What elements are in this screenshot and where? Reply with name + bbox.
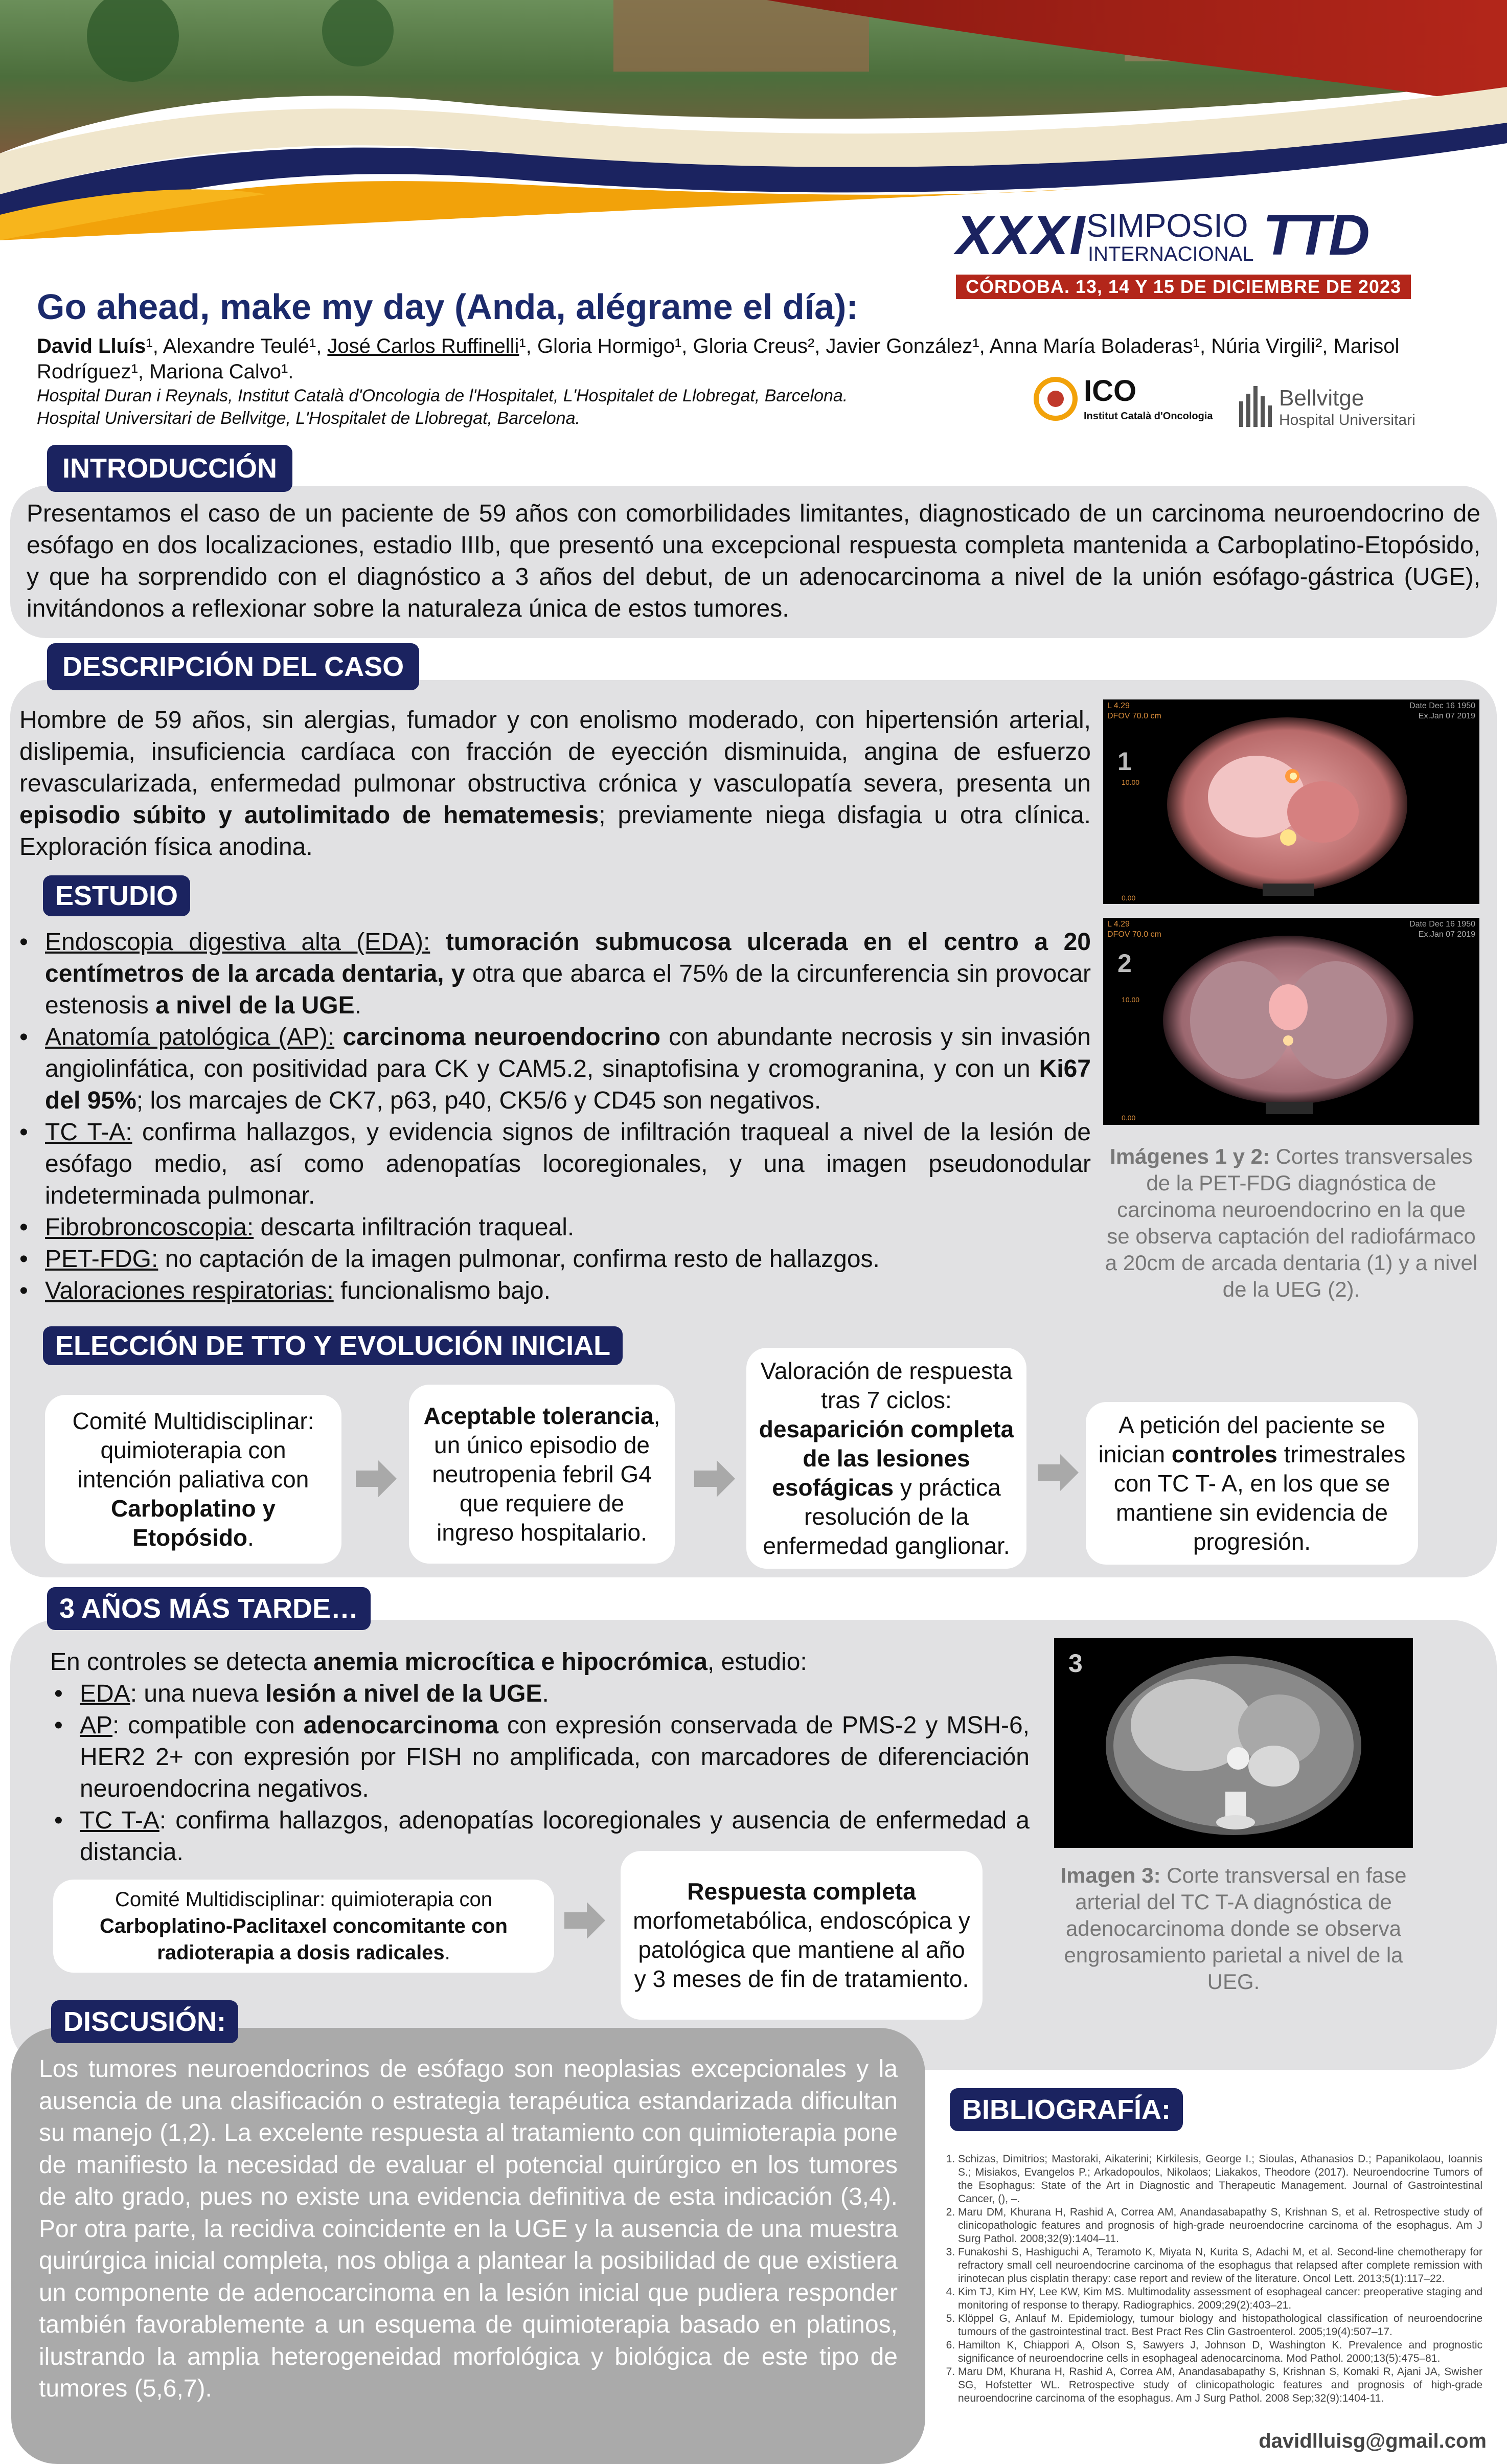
pet-image-2 bbox=[1103, 918, 1479, 1125]
study-item-fb bbox=[15, 1212, 1091, 1244]
study-item-resp bbox=[15, 1275, 1091, 1307]
bellvitge-symbol-icon bbox=[1237, 386, 1273, 427]
bibliography-item: 6. Hamilton K, Chiappori A, Olson S, Sawyers J, Johnson D, Washington K. Prevalence and prognostic significance of neuroendocrine cells in esophageal adenocarcinoma. Mod Pathol. 2000;13(5):475–81. bbox=[958, 2339, 1482, 2365]
tto-card1-bold: Carboplatino y Etopósido bbox=[110, 1495, 276, 1551]
later-ap-text1: : compatible con bbox=[112, 1712, 304, 1739]
tto-card-2 bbox=[409, 1385, 675, 1564]
authors-rest: ¹, Gloria Hormigo¹, Gloria Creus², Javier González¹, Anna María Boladeras¹, Núria Virgili², Marisol Rodríguez¹, Mariona Calvo¹. bbox=[37, 335, 1400, 383]
study-pet-label: PET-FDG: bbox=[45, 1246, 158, 1273]
bibliography-item: 5. Klöppel G, Anlauf M. Epidemiology, tumour biology and histopathological classification of neuroendocrine tumours of the gastrointestinal tract. Best Pract Res Clin Gastroenterol. 2005;19(4):507–17. bbox=[958, 2312, 1482, 2339]
later-ap-bold: adenocarcinoma bbox=[303, 1712, 499, 1739]
pet2-number: 2 bbox=[1117, 949, 1132, 978]
bibliography-ol bbox=[935, 2153, 1482, 2405]
pet1-header-left2: DFOV 70.0 cm bbox=[1107, 712, 1161, 720]
tto-card3-text2: y práctica resolución de la enfermedad ganglionar. bbox=[763, 1474, 1010, 1559]
ct-image-3 bbox=[1054, 1638, 1413, 1848]
later-card-1 bbox=[53, 1880, 554, 1973]
bibliography-item: 1. Schizas, Dimitrios; Mastoraki, Aikaterini; Kirkilesis, George I.; Sioulas, Athanasios D.; Papanikolaou, Ioannis S.; Misiakos, Evangelos P.; Arkadopoulos, Nikolaos; Liakakos, Theodore (2017). Neuroendocrine Tumors of the Esophagus: State of the Art in Diagnostic and Therapeutic Management. Journal of Gastrointestinal Cancer, (), –. bbox=[958, 2153, 1482, 2206]
pet2-scale-top: 10.00 bbox=[1122, 996, 1140, 1004]
case-heading: DESCRIPCIÓN DEL CASO bbox=[47, 643, 419, 690]
study-ap-bold1: carcinoma neuroendocrino bbox=[334, 1024, 661, 1051]
study-heading: ESTUDIO bbox=[43, 875, 190, 916]
bellvitge-subtitle: Hospital Universitari bbox=[1279, 412, 1415, 428]
contact-email[interactable]: davidlluisg@gmail.com bbox=[1259, 2430, 1487, 2452]
ct3-number: 3 bbox=[1068, 1649, 1083, 1678]
study-eda-bold2: a nivel de la UGE bbox=[155, 992, 355, 1019]
later-ap-text2: con expresión conservada de PMS-2 y MSH-6, HER2 2+ con expresión por FISH no amplificada, con marcadores de diferenciación neuroendocrina negativos. bbox=[80, 1712, 1030, 1802]
study-pet-text: no captación de la imagen pulmonar, confirma resto de hallazgos. bbox=[158, 1246, 880, 1273]
event-logo bbox=[956, 203, 1411, 299]
later-text bbox=[50, 1646, 1030, 1868]
image-3-caption bbox=[1054, 1862, 1413, 1995]
pet1-number: 1 bbox=[1117, 747, 1132, 776]
tto-card-3 bbox=[746, 1348, 1026, 1569]
tto-card3-text1: Valoración de respuesta tras 7 ciclos: bbox=[760, 1357, 1013, 1413]
later-list bbox=[50, 1678, 1030, 1868]
pet-scan-1-graphic bbox=[1103, 699, 1479, 904]
study-tc-label: TC T-A: bbox=[45, 1119, 132, 1146]
study-tc-text: confirma hallazgos, y evidencia signos de infiltración traqueal a nivel de la lesión de esófago medio, así como adenopatías locoregionales, y una imagen pseudonodular indeterminada pulmonar. bbox=[45, 1119, 1091, 1209]
later-heading: 3 AÑOS MÁS TARDE… bbox=[47, 1587, 371, 1630]
bibliography-item: 7. Maru DM, Khurana H, Rashid A, Correa AM, Anandasabapathy S, Krishnan S, Komaki R, Ajani JA, Swisher SG, Hofstetter WL. Retrospective study of clinicopathologic features and prognosis of high-grade neuroendocrine carcinoma of the esophagus. Am J Surg Pathol. 2008 Sep;32(9):1404-11. bbox=[958, 2365, 1482, 2405]
caption-3-text: Corte transversal en fase arterial del TC T-A diagnóstica de adenocarcinoma donde se observa engrosamiento parietal a nivel de la UEG. bbox=[1064, 1863, 1407, 1994]
intro-text: Presentamos el caso de un paciente de 59 años con comorbilidades limitantes, diagnosticado de un carcinoma neuroendocrino de esófago en dos localizaciones, estadio IIIb, que presentó una excepcional respuesta completa mantenida a Carboplatino-Etopósido, y que ha sorprendido con el diagnóstico a 3 años del debut, de un adenocarcinoma a nivel de la unión esófago-gástrica (UGE), invitándonos a reflexionar sobre la naturaleza única de estos tumores. bbox=[27, 500, 1480, 622]
bibliography-item: 4. Kim TJ, Kim HY, Lee KW, Kim MS. Multimodality assessment of esophageal cancer: preoperative staging and monitoring of response to therapy. Radiographics. 2009;29(2):403–21. bbox=[958, 2286, 1482, 2312]
later-eda-end: . bbox=[542, 1680, 549, 1707]
study-eda-bold1: tumoración submucosa ulcerada en el centro a 20 centímetros de la arcada dentaria, y bbox=[45, 929, 1091, 987]
bibliography-list bbox=[935, 2153, 1482, 2405]
study-item-eda bbox=[15, 926, 1091, 1022]
later-item-eda bbox=[50, 1678, 1030, 1710]
case-text-part2: ; previamente niega disfagia u otra clínica. Exploración física anodina. bbox=[19, 802, 1091, 861]
later-eda-text: : una nueva bbox=[130, 1680, 265, 1707]
event-internacional: INTERNACIONAL bbox=[1088, 243, 1254, 265]
bellvitge-logo bbox=[1237, 386, 1421, 437]
ico-symbol-icon bbox=[1033, 376, 1079, 422]
study-fb-label: Fibrobroncoscopia: bbox=[45, 1214, 254, 1241]
case-text bbox=[19, 705, 1091, 863]
study-ap-label: Anatomía patológica (AP): bbox=[45, 1024, 335, 1051]
tto-card1-text: Comité Multidisciplinar: quimioterapia con intención paliativa con bbox=[72, 1407, 314, 1493]
images-1-2-caption bbox=[1103, 1143, 1479, 1303]
study-ap-text1: con abundante necrosis y sin invasión angiolinfática, con positividad para CK y CAM5.2, sinaptofisina y cromogranina, y con un bbox=[45, 1024, 1091, 1082]
study-fb-text: descarta infiltración traqueal. bbox=[254, 1214, 575, 1241]
later-tc-label: TC T-A bbox=[80, 1807, 159, 1834]
bibliography-item: 2. Maru DM, Khurana H, Rashid A, Correa AM, Anandasabapathy S, Krishnan S, et al. Retrospective study of clinicopathologic features and prognosis of high-grade neuroendocrine carcinoma of the esophagus. Am J Surg Pathol. 2008;32(9):1404–11. bbox=[958, 2206, 1482, 2246]
later-card1-text: Comité Multidisciplinar: quimioterapia con bbox=[115, 1888, 493, 1911]
study-eda-label: Endoscopia digestiva alta (EDA): bbox=[45, 929, 430, 956]
ico-subtitle: Institut Català d'Oncologia bbox=[1084, 411, 1213, 422]
tto-card2-bold: Aceptable tolerancia bbox=[423, 1402, 654, 1429]
author-presenting: José Carlos Ruffinelli bbox=[327, 335, 519, 357]
pet2-header-left: L 4.29 bbox=[1107, 920, 1130, 929]
pet1-scale-top: 10.00 bbox=[1122, 778, 1140, 786]
study-eda-end: . bbox=[354, 992, 361, 1019]
bellvitge-name: Bellvitge bbox=[1279, 386, 1364, 411]
bibliography-heading: BIBLIOGRAFÍA: bbox=[950, 2088, 1183, 2131]
later-intro bbox=[50, 1646, 1030, 1678]
tto-card2-text: , un único episodio de neutropenia febril G4 que requiere de ingreso hospitalario. bbox=[432, 1402, 660, 1546]
event-brand: TTD bbox=[1263, 203, 1368, 267]
study-list bbox=[15, 926, 1091, 1307]
author-sup: ¹ bbox=[146, 335, 153, 357]
discussion-heading: DISCUSIÓN: bbox=[51, 2000, 238, 2043]
caption-3-label: Imagen 3: bbox=[1060, 1863, 1161, 1887]
later-card2-bold: Respuesta completa bbox=[687, 1878, 916, 1905]
authors-part: , Alexandre Teulé¹, bbox=[152, 335, 328, 357]
pet1-header-right2: Ex.Jan 07 2019 bbox=[1418, 712, 1475, 720]
later-card2-text: morfometabólica, endoscópica y patológica que mantiene al año y 3 meses de fin de tratamiento. bbox=[633, 1907, 970, 1992]
caption-12-text: Cortes transversales de la PET-FDG diagnóstica de carcinoma neuroendocrino en la que se observa captación del radiofármaco a 20cm de arcada dentaria (1) y a nivel de la UEG (2). bbox=[1105, 1144, 1478, 1301]
ct-scan-3-graphic bbox=[1054, 1638, 1413, 1848]
pet2-scale-bottom: 0.00 bbox=[1122, 1114, 1136, 1122]
flow-arrow-icon bbox=[1038, 1452, 1079, 1493]
later-intro-text: En controles se detecta bbox=[50, 1648, 313, 1676]
pet-image-1 bbox=[1103, 699, 1479, 904]
tto-heading: ELECCIÓN DE TTO Y EVOLUCIÓN INICIAL bbox=[43, 1326, 623, 1365]
pet1-scale-bottom: 0.00 bbox=[1122, 894, 1136, 902]
ico-logo bbox=[1033, 371, 1227, 432]
later-card1-bold: Carboplatino-Paclitaxel concomitante con radioterapia a dosis radicales bbox=[100, 1915, 508, 1964]
later-card1-end: . bbox=[444, 1941, 450, 1964]
flow-arrow-icon bbox=[564, 1900, 605, 1941]
study-ap-text2: ; los marcajes de CK7, p63, p40, CK5/6 y CD45 son negativos. bbox=[136, 1087, 821, 1114]
later-ap-label: AP bbox=[80, 1712, 113, 1739]
case-text-bold: episodio súbito y autolimitado de hematemesis bbox=[19, 802, 599, 829]
flow-arrow-icon bbox=[356, 1458, 397, 1499]
study-item-tc bbox=[15, 1117, 1091, 1212]
later-intro-end: , estudio: bbox=[707, 1648, 807, 1676]
bibliography-item: 3. Funakoshi S, Hashiguchi A, Teramoto K, Miyata N, Kurita S, Adachi M, et al. Second-line chemotherapy for refractory small cell neuroendocrine carcinoma of the esophagus that relapsed after complete remission with irinotecan plus cisplatin therapy: case report and review of the literature. Oncol Lett. 2013;5(1):117–22. bbox=[958, 2246, 1482, 2286]
tto-card-1 bbox=[45, 1395, 341, 1564]
study-resp-text: funcionalismo bajo. bbox=[333, 1277, 551, 1304]
event-roman: XXXI bbox=[956, 204, 1086, 266]
ico-name: ICO bbox=[1084, 374, 1137, 408]
affiliation-1: Hospital Duran i Reynals, Institut Català d'Oncologia de l'Hospitalet, L'Hospitalet de Llobregat, Barcelona. bbox=[37, 386, 848, 405]
tto-card3-bold: desaparición completa de las lesiones esofágicas bbox=[759, 1415, 1014, 1501]
first-author: David Lluís bbox=[37, 335, 146, 357]
tto-card4-text2: trimestrales con TC T- A, en los que se mantiene sin evidencia de progresión. bbox=[1113, 1440, 1406, 1555]
event-simposio: SIMPOSIO bbox=[1086, 207, 1248, 244]
tto-card1-end: . bbox=[247, 1524, 254, 1551]
later-eda-bold: lesión a nivel de la UGE bbox=[265, 1680, 542, 1707]
poster-title: Go ahead, make my day (Anda, alégrame el día): bbox=[37, 287, 858, 327]
tto-card4-text1: A petición del paciente se inician bbox=[1098, 1411, 1385, 1467]
later-card-2 bbox=[621, 1851, 983, 2020]
later-eda-label: EDA bbox=[80, 1680, 130, 1707]
later-tc-text: : confirma hallazgos, adenopatías locoregionales y ausencia de enfermedad a distancia. bbox=[80, 1807, 1030, 1866]
pet1-header-left: L 4.29 bbox=[1107, 702, 1130, 710]
discussion-text: Los tumores neuroendocrinos de esófago son neoplasias excepcionales y la ausencia de una clasificación o estrategia terapéutica estandarizada dificultan su manejo (1,2). La excelente respuesta al tratamiento con quimioterapia pone de manifiesto la necesidad de evaluar el potencial quirúrgico en los tumores de alto grado, pues no existe una evidencia definitiva de esta indicación (3,4). Por otra parte, la recidiva coincidente en la UGE y la ausencia de una muestra quirúrgica inicial completa, nos obliga a plantear la posibilidad de que existiera un componente de adenocarcinoma en la lesión inicial que pudiera responder también favorablemente a un esquema de quimioterapia basado en platinos, ilustrando la amplia heterogeneidad morfológica y biológica de este tipo de tumores (5,6,7). bbox=[39, 2055, 898, 2402]
flow-arrow-icon bbox=[694, 1458, 735, 1499]
study-eda-text: otra que abarca el 75% de la circunferencia sin provocar estenosis bbox=[45, 960, 1091, 1019]
pet-scan-2-graphic bbox=[1103, 918, 1479, 1125]
tto-card4-bold: controles bbox=[1171, 1440, 1277, 1467]
case-text-part1: Hombre de 59 años, sin alergias, fumador y con enolismo moderado, con hipertensión arterial, dislipemia, insuficiencia cardíaca con fracción de eyección disminuida, angina de esfuerzo revascularizada, enfermedad pulmonar obstructiva crónica y vasculopatía severa, presenta un bbox=[19, 707, 1091, 797]
study-resp-label: Valoraciones respiratorias: bbox=[45, 1277, 334, 1304]
caption-12-label: Imágenes 1 y 2: bbox=[1110, 1144, 1270, 1168]
study-item-pet bbox=[15, 1244, 1091, 1275]
tto-card-4 bbox=[1086, 1402, 1418, 1565]
later-item-ap bbox=[50, 1710, 1030, 1805]
pet1-header-right: Date Dec 16 1950 bbox=[1409, 702, 1475, 710]
later-intro-bold: anemia microcítica e hipocrómica bbox=[313, 1648, 707, 1676]
intro-heading: INTRODUCCIÓN bbox=[47, 445, 292, 492]
pet2-header-right: Date Dec 16 1950 bbox=[1409, 920, 1475, 929]
event-date: CÓRDOBA. 13, 14 Y 15 DE DICIEMBRE DE 2023 bbox=[956, 275, 1411, 299]
pet2-header-left2: DFOV 70.0 cm bbox=[1107, 930, 1161, 939]
pet2-header-right2: Ex.Jan 07 2019 bbox=[1418, 930, 1475, 939]
affiliation-2: Hospital Universitari de Bellvitge, L'Hospitalet de Llobregat, Barcelona. bbox=[37, 409, 580, 428]
study-item-ap bbox=[15, 1022, 1091, 1117]
study-ap-bold2: Ki67 del 95% bbox=[45, 1055, 1091, 1114]
